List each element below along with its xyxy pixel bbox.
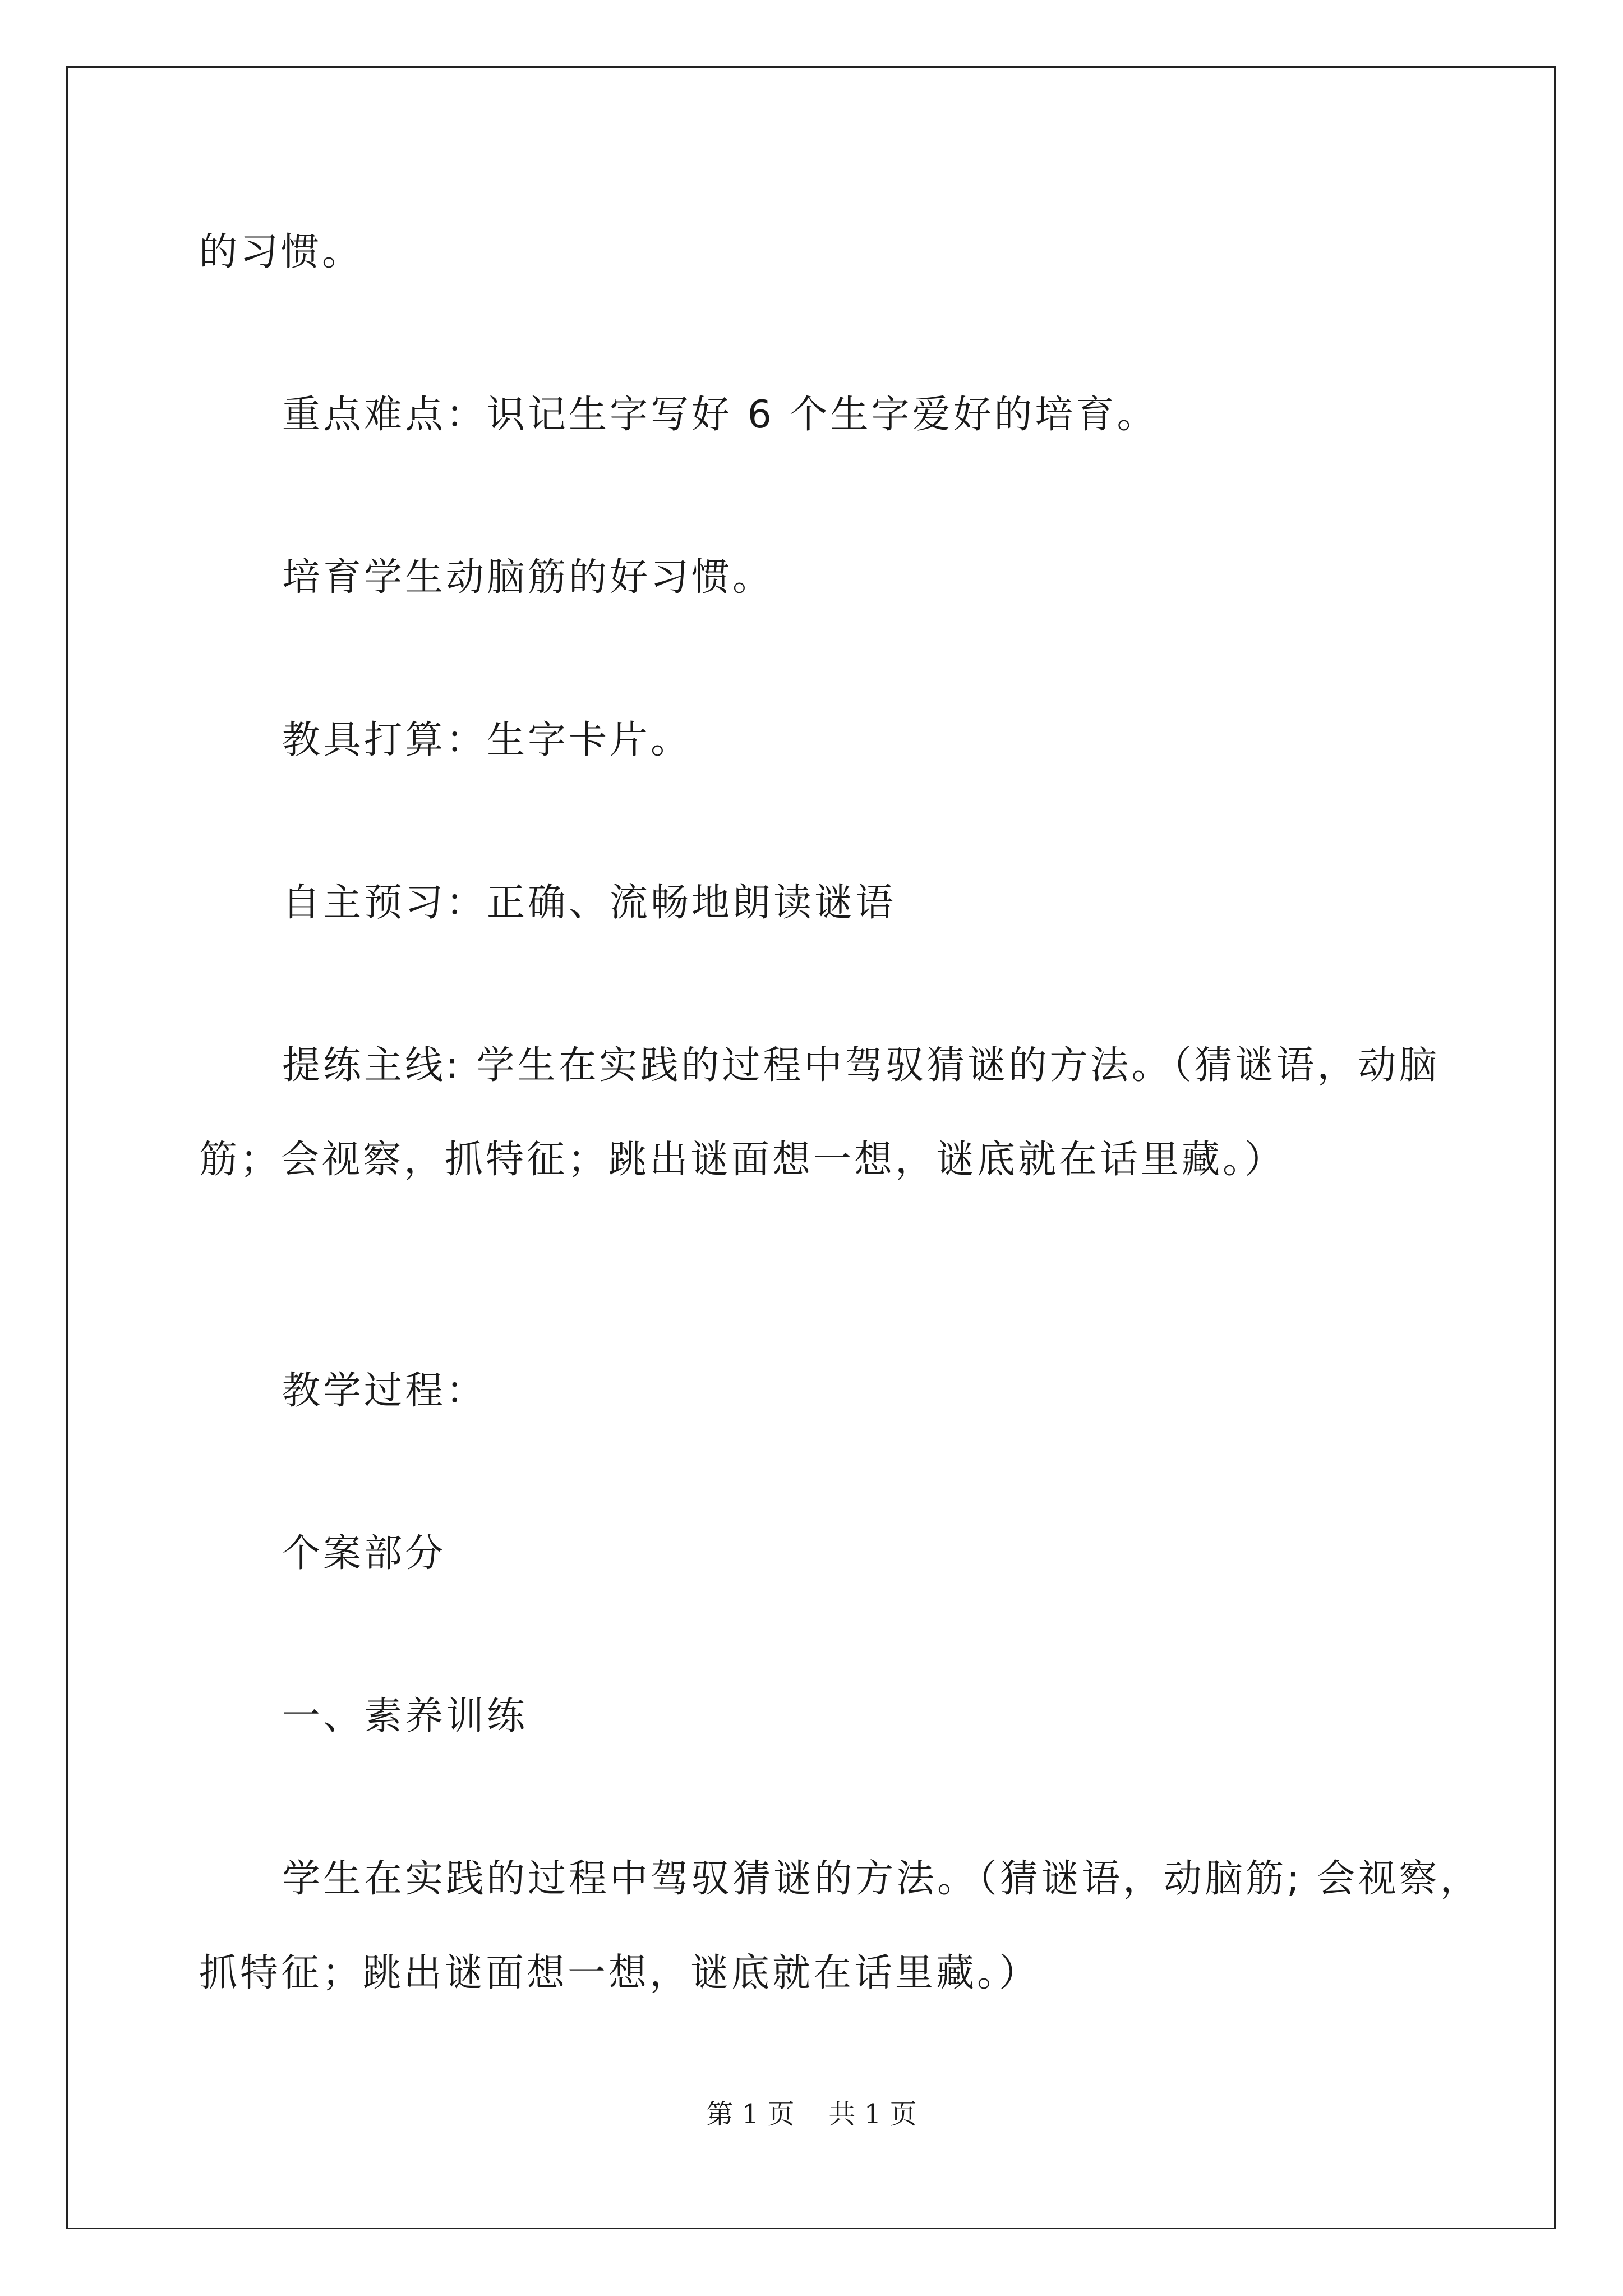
paragraph-continuation: 的习惯。: [199, 230, 363, 274]
paragraph-habit: 培育学生动脑筋的好习惯。: [282, 555, 774, 600]
heading-section-one: 一、素养训练: [282, 1694, 528, 1738]
paragraph-teaching-aids: 教具打算：生字卡片。: [282, 718, 692, 762]
paragraph-teaching-process: 教学过程：: [282, 1369, 487, 1413]
paragraph-main-line: 提练主线: 学生在实践的过程中驾驭猜谜的方法。（猜谜语，动脑筋；会视察，抓特征；跳出谜面想一想，谜底就在话里藏。）: [199, 1043, 1440, 1182]
page-footer: [0, 2092, 1623, 2131]
paragraph-case-part: 个案部分: [282, 1531, 446, 1576]
paragraph-key-difficulties: 重点难点：识记生字写好 6 个生字爱好的培育。: [282, 393, 1158, 437]
page-number-label: 第 1 页 共 1 页: [706, 2099, 917, 2130]
paragraph-practice-method: 学生在实践的过程中驾驭猜谜的方法。（猜谜语，动脑筋; 会视察，抓特征；跳出谜面想一想，谜底就在话里藏。）: [199, 1857, 1481, 1995]
paragraph-self-preview: 自主预习：正确、流畅地朗读谜语: [282, 881, 897, 925]
